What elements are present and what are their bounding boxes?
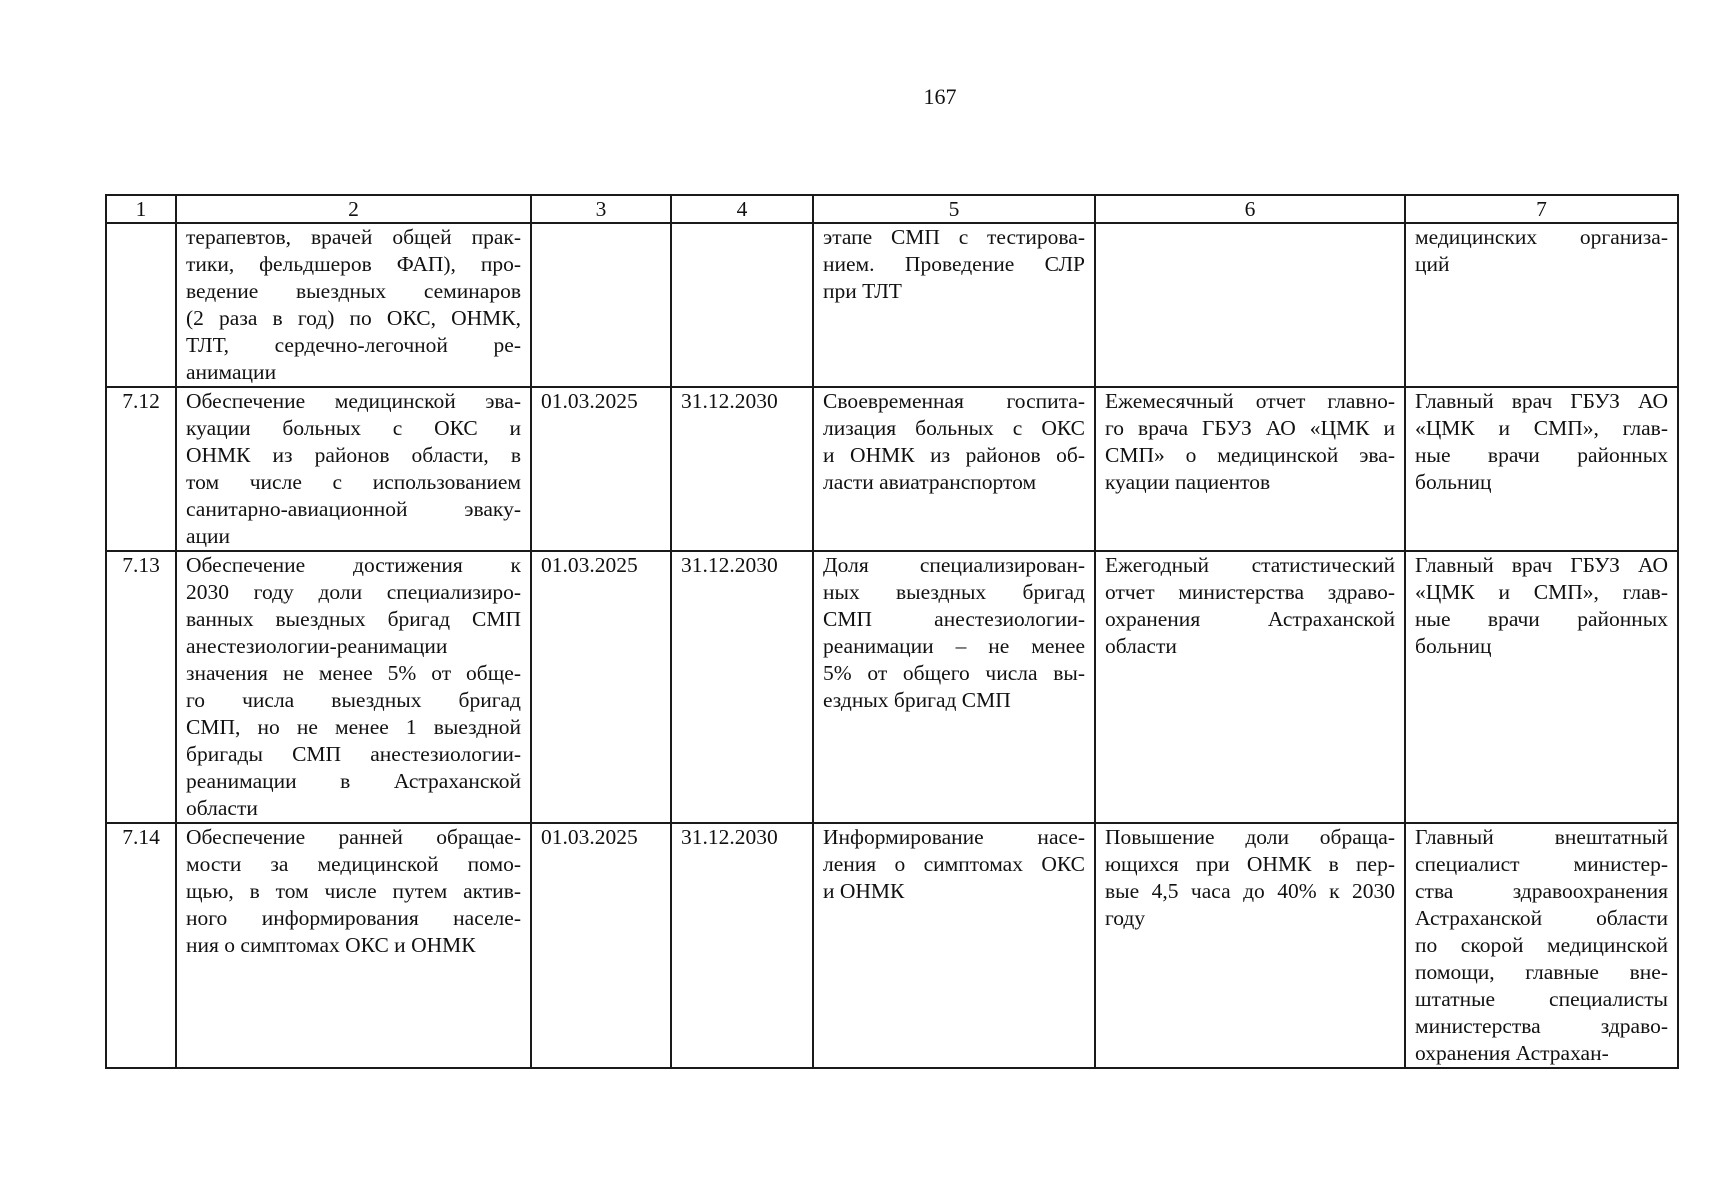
cell-text-line: нием. Проведение СЛР: [823, 252, 1085, 276]
responsible-cell: [1405, 387, 1678, 551]
cell-text-line: и ОНМК из районов об-: [823, 443, 1085, 467]
cell-text-line: Ежегодный статистический: [1105, 553, 1395, 577]
measure-description-cell: [176, 823, 531, 1068]
cell-text-line: Главный врач ГБУЗ АО: [1415, 389, 1668, 413]
cell-text-line: ния о симптомах ОКС и ОНМК: [186, 933, 476, 957]
cell-text-line: медицинских организа-: [1415, 225, 1668, 249]
column-header-2: 2: [176, 195, 531, 223]
cell-text-line: больниц: [1415, 634, 1492, 658]
responsible-cell: [1405, 823, 1678, 1068]
cell-text-line: министерства здраво-: [1415, 1014, 1668, 1038]
responsible-cell: [1405, 223, 1678, 387]
end-date-cell: [671, 223, 813, 387]
column-header-3: 3: [531, 195, 671, 223]
row-number-cell: 7.14: [106, 823, 176, 1068]
measures-table: [105, 194, 1679, 1069]
cell-text-line: Обеспечение достижения к: [186, 553, 521, 577]
cell-text-line: том числе с использованием: [186, 470, 521, 494]
cell-text-line: го числа выездных бригад: [186, 688, 521, 712]
cell-text-line: Обеспечение ранней обращае-: [186, 825, 521, 849]
cell-text-line: и ОНМК: [823, 879, 905, 903]
cell-text-line: ства здравоохранения: [1415, 879, 1668, 903]
cell-text-line: ации: [186, 524, 231, 548]
cell-text-line: Доля специализирован-: [823, 553, 1085, 577]
start-date-cell: 01.03.2025: [531, 823, 671, 1068]
column-header-1: 1: [106, 195, 176, 223]
responsible-cell: [1405, 551, 1678, 823]
cell-text-line: больниц: [1415, 470, 1492, 494]
cell-text-line: куации пациентов: [1105, 470, 1271, 494]
cell-text-line: Главный внештатный: [1415, 825, 1668, 849]
cell-text-line: охранения Астраханской: [1105, 607, 1395, 631]
control-indicator-cell: [1095, 387, 1405, 551]
cell-text-line: Своевременная госпита-: [823, 389, 1085, 413]
cell-text-line: вые 4,5 часа до 40% к 2030: [1105, 879, 1395, 903]
cell-text-line: бригады СМП анестезиологии-: [186, 742, 521, 766]
cell-text-line: при ТЛТ: [823, 279, 902, 303]
cell-text-line: терапевтов, врачей общей прак-: [186, 225, 521, 249]
cell-text-line: «ЦМК и СМП», глав-: [1415, 416, 1668, 440]
cell-text-line: ющихся при ОНМК в пер-: [1105, 852, 1395, 876]
table-row: [106, 823, 1678, 1068]
cell-text-line: ОНМК из районов области, в: [186, 443, 521, 467]
column-header-6: 6: [1095, 195, 1405, 223]
end-date-cell: 31.12.2030: [671, 387, 813, 551]
cell-text-line: «ЦМК и СМП», глав-: [1415, 580, 1668, 604]
expected-result-cell: [813, 387, 1095, 551]
cell-text-line: го врача ГБУЗ АО «ЦМК и: [1105, 416, 1395, 440]
cell-text-line: штатные специалисты: [1415, 987, 1668, 1011]
control-indicator-cell: [1095, 223, 1405, 387]
cell-text-line: Повышение доли обраща-: [1105, 825, 1395, 849]
page-number: 167: [923, 84, 957, 109]
column-header-5: 5: [813, 195, 1095, 223]
cell-text-line: ций: [1415, 252, 1450, 276]
cell-text-line: санитарно-авиационной эваку-: [186, 497, 521, 521]
cell-text-line: ездных бригад СМП: [823, 688, 1011, 712]
expected-result-cell: [813, 823, 1095, 1068]
start-date-cell: 01.03.2025: [531, 387, 671, 551]
cell-text-line: по скорой медицинской: [1415, 933, 1668, 957]
cell-text-line: ных выездных бригад: [823, 580, 1085, 604]
column-header-7: 7: [1405, 195, 1678, 223]
table-row: [106, 551, 1678, 823]
cell-text-line: реанимации – не менее: [823, 634, 1085, 658]
cell-text-line: ные врачи районных: [1415, 443, 1668, 467]
end-date-cell: 31.12.2030: [671, 551, 813, 823]
measure-description-cell: [176, 387, 531, 551]
cell-text-line: (2 раза в год) по ОКС, ОНМК,: [186, 306, 521, 330]
row-number-cell: 7.13: [106, 551, 176, 823]
start-date-cell: [531, 223, 671, 387]
table-row: [106, 223, 1678, 387]
cell-text-line: значения не менее 5% от обще-: [186, 661, 521, 685]
cell-text-line: области: [1105, 634, 1177, 658]
cell-text-line: отчет министерства здраво-: [1105, 580, 1395, 604]
measure-description-cell: [176, 223, 531, 387]
expected-result-cell: [813, 223, 1095, 387]
cell-text-line: Астраханской области: [1415, 906, 1668, 930]
cell-text-line: СМП анестезиологии-: [823, 607, 1085, 631]
row-number-cell: 7.12: [106, 387, 176, 551]
column-header-4: 4: [671, 195, 813, 223]
cell-text-line: помощи, главные вне-: [1415, 960, 1668, 984]
cell-text-line: куации больных с ОКС и: [186, 416, 521, 440]
cell-text-line: специалист министер-: [1415, 852, 1668, 876]
table-header-row: [106, 195, 1678, 223]
cell-text-line: реанимации в Астраханской: [186, 769, 521, 793]
cell-text-line: тики, фельдшеров ФАП), про-: [186, 252, 521, 276]
cell-text-line: ласти авиатранспортом: [823, 470, 1037, 494]
cell-text-line: лизация больных с ОКС: [823, 416, 1085, 440]
expected-result-cell: [813, 551, 1095, 823]
cell-text-line: ванных выездных бригад СМП: [186, 607, 521, 631]
cell-text-line: Информирование насе-: [823, 825, 1085, 849]
cell-text-line: году: [1105, 906, 1146, 930]
cell-text-line: щью, в том числе путем актив-: [186, 879, 521, 903]
end-date-cell: 31.12.2030: [671, 823, 813, 1068]
cell-text-line: СМП» о медицинской эва-: [1105, 443, 1395, 467]
cell-text-line: мости за медицинской помо-: [186, 852, 521, 876]
cell-text-line: ТЛТ, сердечно-легочной ре-: [186, 333, 521, 357]
control-indicator-cell: [1095, 551, 1405, 823]
cell-text-line: ления о симптомах ОКС: [823, 852, 1085, 876]
cell-text-line: Обеспечение медицинской эва-: [186, 389, 521, 413]
cell-text-line: области: [186, 796, 258, 820]
cell-text-line: Главный врач ГБУЗ АО: [1415, 553, 1668, 577]
cell-text-line: ные врачи районных: [1415, 607, 1668, 631]
cell-text-line: 2030 году доли специализиро-: [186, 580, 521, 604]
row-number-cell: [106, 223, 176, 387]
cell-text-line: анестезиологии-реанимации: [186, 634, 448, 658]
cell-text-line: СМП, но не менее 1 выездной: [186, 715, 521, 739]
control-indicator-cell: [1095, 823, 1405, 1068]
cell-text-line: Ежемесячный отчет главно-: [1105, 389, 1395, 413]
cell-text-line: анимации: [186, 360, 277, 384]
cell-text-line: охранения Астрахан-: [1415, 1041, 1609, 1065]
cell-text-line: ного информирования населе-: [186, 906, 521, 930]
measure-description-cell: [176, 551, 531, 823]
table-row: [106, 387, 1678, 551]
cell-text-line: ведение выездных семинаров: [186, 279, 521, 303]
cell-text-line: 5% от общего числа вы-: [823, 661, 1085, 685]
cell-text-line: этапе СМП с тестирова-: [823, 225, 1085, 249]
start-date-cell: 01.03.2025: [531, 551, 671, 823]
